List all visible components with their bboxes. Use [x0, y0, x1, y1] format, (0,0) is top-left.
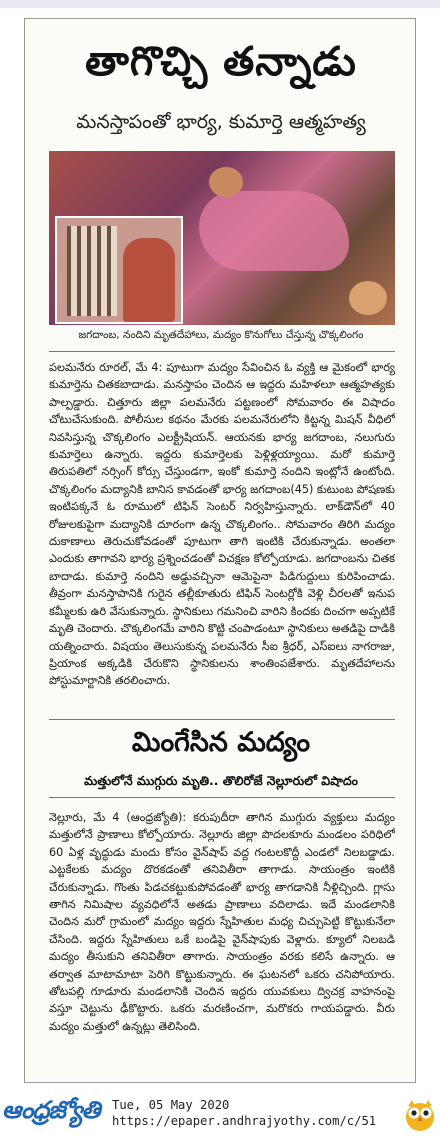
inset-bars-shape [67, 226, 117, 316]
photo-face-shape [349, 281, 387, 315]
top-strip [0, 0, 440, 8]
article2-headline: మింగేసిన మద్యం [131, 727, 311, 758]
article2-body: నెల్లూరు, మే 4 (ఆంధ్రజ్యోతి): కరుపుదీరా తాగిన ముగ్గురు వ్యక్తులు మద్యం మత్తులోనే ప్రాణాలు కోల్పోయారు. నెల్లూరు జిల్లా పొదలకూరు మండలం పరిధిలో 60 ఏళ్ల వృద్ధుడు మందు కోసం వైన్‌షాప్ వద్ద గంటలకొద్దీ ఎండలో నిలబడ్డాడు. ఎట్టకేలకు మద్యం దొరకడంతో తనివితీరా తాగాడు. సాయంత్రం ఇంటికి చేరుకున్నాడు. గొంతు పిడచకట్టుకుపోవడంతో భార్య తాగడానికి నీళ్లిచ్చింది. గ్లాసు తాగిన నిమిషాల వ్యవధిలోనే అతడు ప్రాణాలు వదిలాడు. ఇదే మండలానికి చెందిన మరో గ్రామంలో మద్యం ఇద్దరు స్నేహితుల మధ్య చిచ్చుపెట్టి కొట్టుకునేలా చేసింది. ఇద్దరు స్నేహితులు ఒకే బండిపై వైన్‌షాపుకు వెళ్లారు. క్యూలో నిలబడి మద్యం తీసుకుని తనివితీరా తాగారు. సాయంత్రం వరకు కలిసే ఉన్నారు. ఆ తర్వాత మాటామాటా పెరిగి కొట్టుకున్నారు. ఈ ఘటనలో ఒకరు చనిపోయారు. తోటపల్లి గూడూరు మండలానికి చెందిన ఇద్దరు యువకులు ద్విచక్ర వాహనంపై వస్తూ చెట్టును ఢీకొట్టారు. ఒకరు మరణించగా, మరొకరు గాయపడ్డారు. వీరు మద్యం మత్తులో ఉన్నట్లు తెలిసింది. [49, 811, 395, 1033]
inset-photo [55, 216, 183, 324]
article1-headline: తాగొచ్చి తన్నాడు [85, 39, 357, 85]
article1-subheadline: మనస్తాపంతో భార్య, కుమార్తె ఆత్మహత్య [76, 111, 366, 133]
publish-date: Tue, 05 May 2020 [112, 1098, 230, 1112]
divider [49, 797, 395, 798]
article1-photo [49, 151, 395, 325]
epaper-link[interactable]: https://epaper.andhrajyothy.com/c/51 [112, 1114, 377, 1128]
photo-face-shape [209, 167, 243, 197]
photo-caption: జగదాంబ, నందిని మృతదేహాలు, మద్యం కొనుగోలు చేస్తున్న చొక్కలింగం [78, 329, 364, 341]
newspaper-clipping [24, 18, 416, 1083]
divider [49, 351, 395, 352]
andhrajyothy-logo[interactable]: ఆంధ్రజ్యోతి [2, 1096, 100, 1124]
owl-icon [404, 1098, 436, 1132]
photo-sheet-shape [199, 191, 349, 271]
epaper-footer [0, 1090, 440, 1138]
inset-person-shape [123, 238, 175, 322]
divider [49, 719, 395, 720]
article1-body: పలమనేరు రూరల్, మే 4: పూటుగా మద్యం సేవించిన ఓ వ్యక్తి ఆ మైకంలో భార్య కుమార్తెను చితకబాదాడు. మనస్తాపం చెందిన ఆ ఇద్దరు మహిళలూ ఆత్మహత్యకు పాల్పడ్డారు. చిత్తూరు జిల్లా పలమనేరు పట్టణంలో సోమవారం ఈ విషాదం చోటుచేసుకుంది. పోలీసుల కథనం మేరకు పలమనేరులోని కిట్టన్న మిషన్ వీధిలో నివసిస్తున్న చొక్కలింగం ఎలక్ట్రీషియన్. ఆయనకు భార్య జగదాంబ, నలుగురు కుమార్తెలు ఉన్నారు. ఇద్దరు కుమార్తెలకు పెళ్లిళ్లయ్యాయి. మరో కుమార్తె తిరుపతిలో నర్సింగ్ కోర్సు చేస్తుండగా, ఇంకో కుమార్తె నందిని ఇంట్లోనే ఉంటోంది. చొక్కలింగం మద్యానికి బానిస కావడంతో భార్య జగదాంబ(45) కుటుంబ పోషణకు ఇంటిపక్కనే ఓ రూములో టిఫిన్ సెంటర్ నిర్వహిస్తున్నారు. లాక్‌డౌన్‌లో 40 రోజులకుపైగా మద్యానికి దూరంగా ఉన్న చొక్కలింగం.. సోమవారం తిరిగి మద్యం దుకాణాలు తెరుచుకోవడంతో పూటుగా తాగి ఇంటికి చేరుకున్నాడు. అంతలా ఎందుకు తాగావని భార్య ప్రశ్నించడంతో విచక్షణ కోల్పోయాడు. జగదాంబను చితక బాదాడు. కుమార్తె నందిని అడ్డువచ్చినా ఆమెపైనా పిడిగుద్దులు కురిపించాడు. తీవ్రంగా మనస్తాపానికి గురైన తల్లీకూతురు టిఫిన్ సెంటర్లోకి వెళ్లి చీరలతో ఇనుప కమ్మీలకు ఉరి వేసుకున్నారు. స్థానికులు గమనించి వారిని కిందకు దించగా అప్పటికే మృతి చెందారు. చొక్కలింగమే వారిని కొట్టి చంపాడంటూ స్థానికులు అతడిపై దాడికి యత్నించారు. విషయం తెలుసుకున్న పలమనేరు సీఐ శ్రీధర్, ఎస్ఐలు నాగరాజు, ప్రియాంక అక్కడికి చేరుకొని స్థానికులను శాంతింపజేశారు. మృతదేహాలను పోస్టుమార్టానికి తరలించారు. [49, 361, 395, 688]
article2-subheadline: మత్తులోనే ముగ్గురు మృతి.. తొలిరోజే నెల్లూరులో విషాదం [84, 773, 358, 788]
